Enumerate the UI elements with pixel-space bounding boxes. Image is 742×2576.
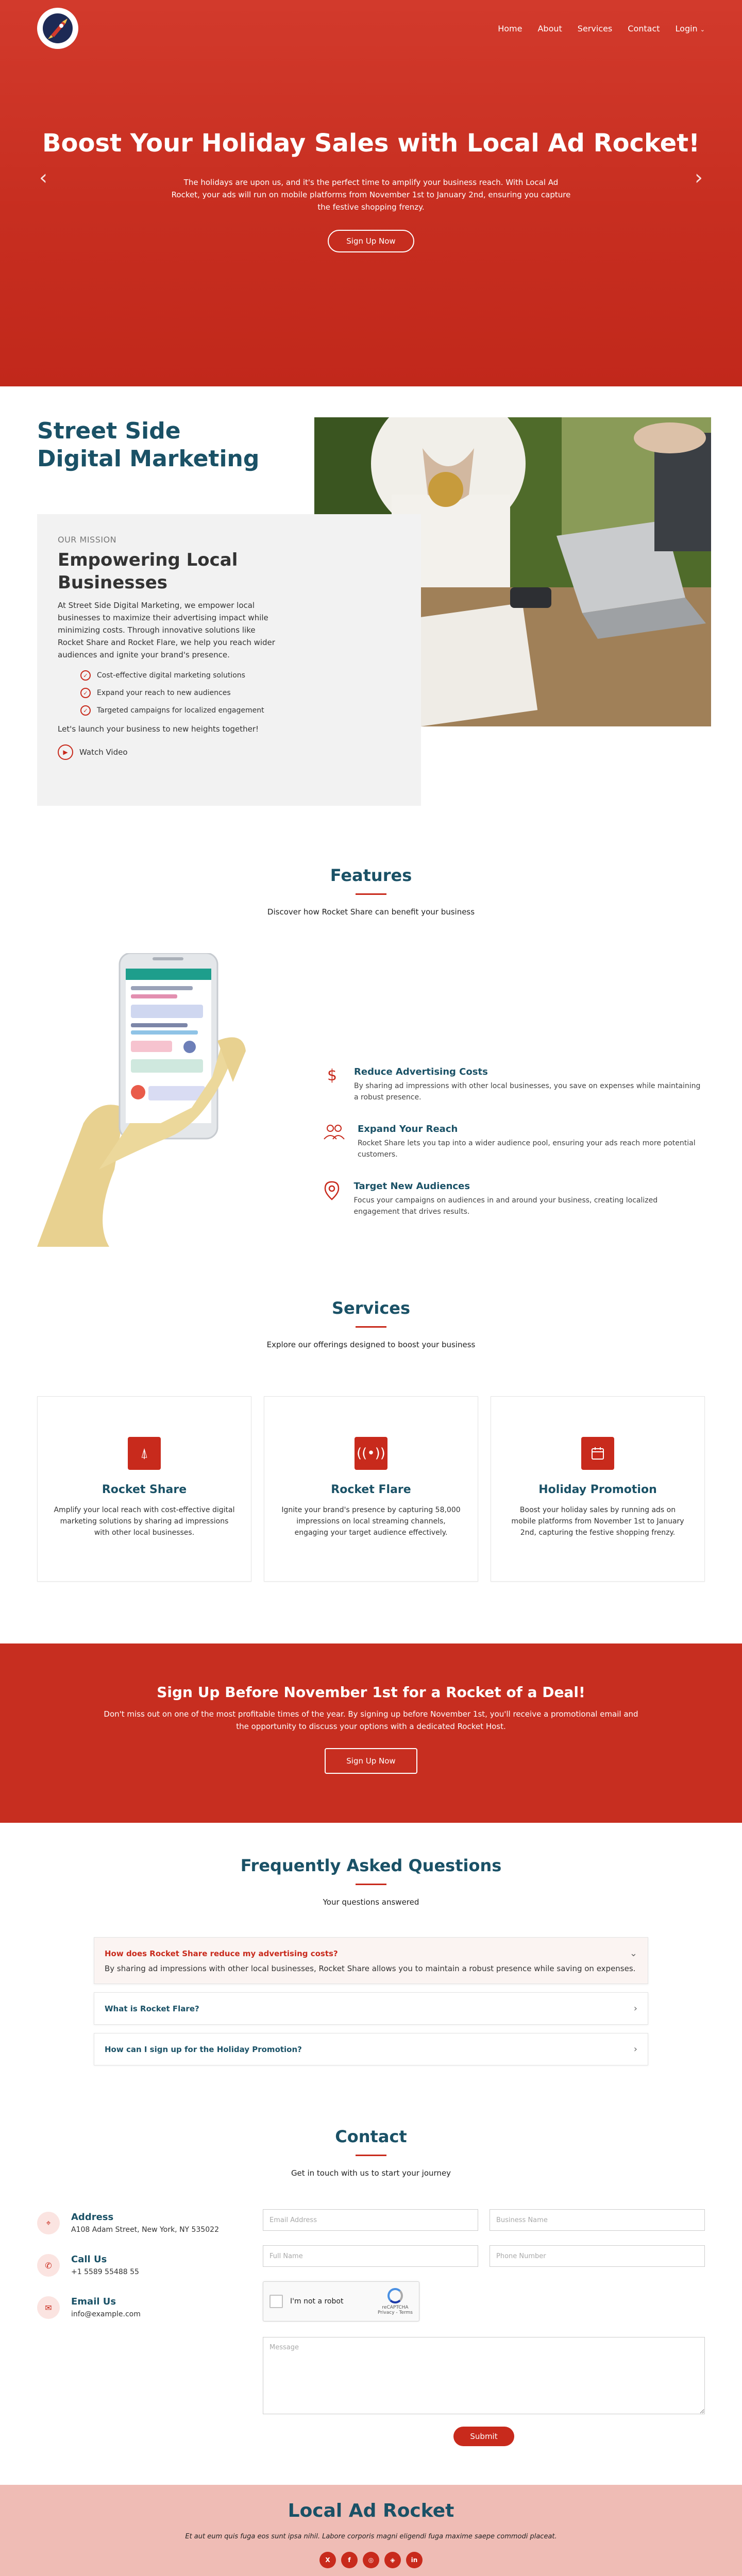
- social-links: [0, 2552, 742, 2568]
- info-text: A108 Adam Street, New York, NY 535022: [71, 2226, 219, 2234]
- calendar-icon: [581, 1437, 614, 1470]
- about-section: [0, 386, 742, 824]
- service-card-text: Boost your holiday sales by running ads on mobile platforms from November 1st to January 2nd, capturing the festive shopping frenzy.: [511, 1506, 684, 1537]
- linkedin-icon[interactable]: in: [406, 2552, 423, 2568]
- service-card-rocket-share[interactable]: [37, 1396, 251, 1582]
- business-name-field[interactable]: [490, 2209, 705, 2231]
- recaptcha-brand: reCAPTCHA: [382, 2304, 409, 2310]
- services-subtitle: Explore our offerings designed to boost your business: [266, 1340, 476, 1349]
- rocket-icon: ⍋: [128, 1437, 161, 1470]
- submit-button[interactable]: Submit: [453, 2427, 514, 2446]
- chevron-right-icon: ›: [633, 2003, 637, 2014]
- service-card-title: Holiday Promotion: [538, 1483, 657, 1496]
- play-icon: ▶: [58, 744, 73, 760]
- feature-title: Reduce Advertising Costs: [354, 1066, 488, 1077]
- features-underline: [356, 893, 386, 895]
- service-card-title: Rocket Share: [102, 1483, 187, 1496]
- contact-section: [0, 2101, 742, 2485]
- list-item: [80, 705, 282, 716]
- check-circle-icon: ✓: [80, 705, 91, 716]
- dollar-icon: $: [327, 1066, 338, 1084]
- facebook-icon[interactable]: f: [341, 2552, 358, 2568]
- recaptcha-checkbox[interactable]: [269, 2295, 283, 2308]
- email-field[interactable]: [263, 2209, 478, 2231]
- cta-signup-button[interactable]: Sign Up Now: [325, 1748, 417, 1774]
- services-title: Services: [331, 1298, 411, 1318]
- contact-title: Contact: [335, 2127, 407, 2146]
- nav-services[interactable]: Services: [577, 23, 613, 33]
- hero-content: [0, 129, 742, 252]
- recaptcha-links[interactable]: Privacy - Terms: [377, 2310, 413, 2315]
- hero-text: The holidays are upon us, and it's the perfect time to amplify your business reach. With Local Ad Rocket, your ads will run on mobile platforms from November 1st to January 2nd, ensuring you capture the festive shopping frenzy.: [171, 178, 571, 212]
- service-card-text: Amplify your local reach with cost-effective digital marketing solutions by sharing ad impressions with other local businesses.: [54, 1506, 235, 1537]
- contact-info-item: [37, 2212, 243, 2234]
- faq-title: Frequently Asked Questions: [240, 1856, 502, 1875]
- mission-eyebrow: OUR MISSION: [58, 535, 117, 545]
- info-title: Email Us: [71, 2296, 116, 2307]
- feature-list: [323, 1066, 704, 1238]
- faq-subtitle: Your questions answered: [323, 1897, 419, 1907]
- chevron-right-icon: ›: [633, 2044, 637, 2055]
- faq-item: [94, 1992, 648, 2025]
- recaptcha-widget: [263, 2281, 419, 2321]
- service-cards: [37, 1396, 705, 1582]
- mission-check-list: [58, 670, 282, 716]
- service-card-holiday-promotion[interactable]: [491, 1396, 705, 1582]
- envelope-icon: ✉: [37, 2296, 60, 2319]
- feature-item: [323, 1181, 704, 1217]
- faq-underline: [356, 1884, 386, 1885]
- check-circle-icon: ✓: [80, 670, 91, 681]
- feature-text: Rocket Share lets you tap into a wider audience pool, ensuring your ads reach more potential customers.: [358, 1139, 696, 1159]
- contact-info: [37, 2212, 243, 2338]
- recaptcha-icon: [387, 2288, 403, 2303]
- recaptcha-label: I'm not a robot: [290, 2297, 344, 2306]
- watch-video-button[interactable]: [58, 744, 282, 760]
- rocket-logo-icon: [42, 12, 74, 44]
- faq-list: [94, 1937, 648, 2074]
- map-pin-icon: ⌖: [37, 2212, 60, 2234]
- nav-login-label: Login: [675, 23, 698, 33]
- service-card-title: Rocket Flare: [331, 1483, 411, 1496]
- list-item: [80, 688, 282, 698]
- cta-section: [0, 1643, 742, 1823]
- faq-answer: By sharing ad impressions with other local businesses, Rocket Share allows you to maintain a robust presence while saving on expenses.: [105, 1964, 636, 1973]
- hero-signup-button[interactable]: Sign Up Now: [328, 230, 414, 252]
- list-item: [80, 670, 282, 681]
- faq-item: [94, 2033, 648, 2065]
- full-name-field[interactable]: [263, 2245, 478, 2267]
- hero-section: [0, 0, 742, 386]
- chevron-down-icon: ⌄: [629, 1948, 637, 1959]
- feature-title: Expand Your Reach: [358, 1124, 458, 1134]
- services-underline: [356, 1326, 386, 1328]
- about-heading: Street Side Digital Marketing: [37, 418, 260, 472]
- hero-title: Boost Your Holiday Sales with Local Ad Rocket!: [42, 129, 700, 158]
- mission-text: At Street Side Digital Marketing, we empower local businesses to maximize their advertising impact while minimizing costs. Through innovative solutions like Rocket Share and Rocket Flare, we help you reach wider audiences and ignite your brand's presence.: [58, 601, 275, 659]
- recaptcha-logo: [378, 2288, 413, 2315]
- feature-item: [323, 1124, 704, 1160]
- mission-closing: Let's launch your business to new heights together!: [58, 724, 259, 734]
- features-subtitle: Discover how Rocket Share can benefit your business: [267, 907, 475, 917]
- faq-question[interactable]: [94, 2033, 648, 2065]
- feature-item: [323, 1066, 704, 1103]
- skype-icon[interactable]: ◈: [384, 2552, 401, 2568]
- contact-underline: [356, 2155, 386, 2156]
- faq-question-label: What is Rocket Flare?: [105, 2004, 199, 2013]
- service-card-rocket-flare[interactable]: [264, 1396, 478, 1582]
- contact-form: [263, 2209, 705, 2446]
- contact-info-item: [37, 2254, 243, 2277]
- footer-brand[interactable]: Local Ad Rocket: [288, 2500, 454, 2521]
- cta-text: Don't miss out on one of the most profitable times of the year. By signing up before November 1st, you'll receive a promotional email and the opportunity to discuss your options with a dedicated Rocket Host.: [104, 1709, 638, 1731]
- hand-phone-illustration: [37, 953, 254, 1247]
- info-title: Address: [71, 2212, 114, 2223]
- message-field[interactable]: [263, 2337, 705, 2414]
- contact-info-item: [37, 2296, 243, 2319]
- mission-card: [37, 514, 421, 806]
- carousel-next-icon[interactable]: ›: [695, 166, 703, 190]
- people-icon: [323, 1124, 345, 1160]
- faq-question[interactable]: [94, 1993, 648, 2024]
- check-label: Cost-effective digital marketing solutions: [97, 671, 245, 680]
- footer: [0, 2485, 742, 2576]
- features-title: Features: [330, 866, 412, 885]
- nav-login[interactable]: [676, 24, 705, 33]
- faq-section: [0, 1823, 742, 2101]
- nav-about[interactable]: About: [537, 23, 562, 33]
- phone-icon: ✆: [37, 2254, 60, 2277]
- phone-in-hand-illustration: [37, 953, 254, 1247]
- feature-text: By sharing ad impressions with other local businesses, you save on expenses while maintaining a robust presence.: [354, 1082, 701, 1101]
- navbar: [0, 0, 742, 57]
- nav-contact[interactable]: Contact: [628, 23, 660, 33]
- faq-question-label: How does Rocket Share reduce my advertising costs?: [105, 1948, 338, 1958]
- check-circle-icon: ✓: [80, 688, 91, 698]
- carousel-prev-icon[interactable]: ‹: [39, 166, 47, 190]
- info-title: Call Us: [71, 2254, 107, 2265]
- x-twitter-icon[interactable]: X: [319, 2552, 336, 2568]
- footer-tagline: Et aut eum quis fuga eos sunt ipsa nihil. Labore corporis magni eligendi fuga maxime saepe commodi placeat.: [185, 2533, 557, 2540]
- feature-text: Focus your campaigns on audiences in and around your business, creating localized engagement that drives results.: [353, 1196, 658, 1216]
- info-text: +1 5589 55488 55: [71, 2268, 139, 2276]
- check-label: Targeted campaigns for localized engagement: [97, 706, 264, 715]
- contact-subtitle: Get in touch with us to start your journey: [291, 2168, 451, 2178]
- services-section: [0, 1298, 742, 1643]
- rocket-logo[interactable]: [37, 8, 78, 49]
- nav-home[interactable]: Home: [498, 23, 522, 33]
- check-label: Expand your reach to new audiences: [97, 689, 231, 697]
- mission-title: Empowering Local Businesses: [58, 550, 238, 593]
- faq-question-label: How can I sign up for the Holiday Promotion?: [105, 2044, 302, 2054]
- service-card-text: Ignite your brand's presence by capturing 58,000 impressions on local streaming channels, engaging your target audience effectively.: [281, 1506, 461, 1537]
- map-pin-icon: [323, 1181, 342, 1217]
- feature-title: Target New Audiences: [353, 1181, 470, 1192]
- broadcast-icon: ((•)): [355, 1437, 387, 1470]
- faq-item: [94, 1937, 648, 1984]
- watch-video-label: Watch Video: [79, 748, 128, 757]
- phone-number-field[interactable]: [490, 2245, 705, 2267]
- features-section: [0, 824, 742, 1298]
- nav-links: [498, 24, 705, 33]
- cta-title: Sign Up Before November 1st for a Rocket of a Deal!: [157, 1684, 585, 1701]
- chevron-down-icon: ⌄: [700, 26, 705, 33]
- faq-question[interactable]: [94, 1938, 648, 1964]
- instagram-icon[interactable]: ◎: [363, 2552, 379, 2568]
- info-text: info@example.com: [71, 2310, 141, 2318]
